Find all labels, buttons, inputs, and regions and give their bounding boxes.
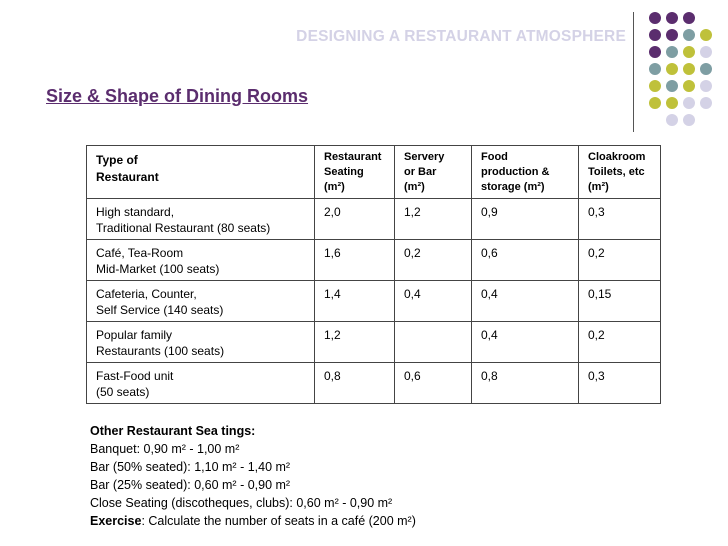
seating-cell: 1,4 (315, 281, 395, 322)
bar-cell: 0,2 (395, 240, 472, 281)
column-header-food (472, 146, 579, 199)
notes-line: Bar (50% seated): 1,10 m² - 1,40 m² (90, 459, 291, 474)
header-line: Cloakroom (588, 151, 646, 163)
header-line: Food (481, 151, 508, 163)
type-line: High standard, (96, 205, 175, 219)
table-row (87, 322, 661, 363)
divider-line (633, 12, 634, 132)
dot (649, 12, 661, 24)
type-line: Cafeteria, Counter, (96, 287, 197, 301)
restaurant-type-cell (87, 281, 315, 322)
table-header-row (87, 146, 661, 199)
type-line: (50 seats) (96, 385, 150, 399)
food-cell: 0,4 (472, 281, 579, 322)
table-row (87, 240, 661, 281)
dot (666, 63, 678, 75)
notes-line: Banquet: 0,90 m² - 1,00 m² (90, 441, 240, 456)
exercise-label: Exercise (90, 513, 142, 528)
slide-title: Size & Shape of Dining Rooms (46, 86, 309, 106)
food-cell: 0,6 (472, 240, 579, 281)
header-title: DESIGNING A RESTAURANT ATMOSPHERE (296, 28, 626, 45)
restaurant-type-cell (87, 240, 315, 281)
column-header-type (87, 146, 315, 199)
header-line: (m²) (324, 181, 345, 193)
cloakroom-cell: 0,3 (579, 363, 661, 404)
dot (700, 46, 712, 58)
type-line: Self Service (140 seats) (96, 303, 224, 317)
exercise-line (90, 513, 416, 531)
table-row (87, 199, 661, 240)
dot (666, 114, 678, 126)
dot (649, 63, 661, 75)
dot (649, 97, 661, 109)
bar-cell: 0,4 (395, 281, 472, 322)
type-line: Popular family (96, 328, 173, 342)
restaurant-type-cell (87, 363, 315, 404)
seating-notes (90, 423, 416, 530)
header-line: storage (m²) (481, 181, 545, 193)
header-line: Toilets, etc (588, 166, 645, 178)
type-line: Restaurants (100 seats) (96, 344, 225, 358)
dot (666, 97, 678, 109)
food-cell: 0,9 (472, 199, 579, 240)
type-line: Fast-Food unit (96, 369, 174, 383)
dot (683, 63, 695, 75)
notes-line: Bar (25% seated): 0,60 m² - 0,90 m² (90, 477, 291, 492)
header-line: or Bar (404, 166, 437, 178)
header-line: production & (481, 166, 550, 178)
column-header-cloakroom (579, 146, 661, 199)
seating-cell: 0,8 (315, 363, 395, 404)
dot (683, 97, 695, 109)
seating-cell: 1,2 (315, 322, 395, 363)
cloakroom-cell: 0,2 (579, 322, 661, 363)
exercise-text: : Calculate the number of seats in a café (200 m²) (141, 513, 416, 528)
dot (649, 80, 661, 92)
column-header-seating (315, 146, 395, 199)
dot (700, 80, 712, 92)
header-line: (m²) (404, 181, 425, 193)
type-line: Traditional Restaurant (80 seats) (96, 221, 271, 235)
header-line: Restaurant (324, 151, 382, 163)
type-line: Mid-Market (100 seats) (96, 262, 220, 276)
table-row (87, 281, 661, 322)
dot (666, 80, 678, 92)
column-header-bar (395, 146, 472, 199)
dot (683, 29, 695, 41)
restaurant-type-cell (87, 322, 315, 363)
dot (700, 63, 712, 75)
bar-cell (395, 322, 472, 363)
dot (683, 80, 695, 92)
dot (683, 12, 695, 24)
seating-cell: 2,0 (315, 199, 395, 240)
cloakroom-cell: 0,2 (579, 240, 661, 281)
type-line: Café, Tea-Room (96, 246, 184, 260)
dining-room-size-table (86, 145, 661, 404)
bar-cell: 1,2 (395, 199, 472, 240)
dot (666, 46, 678, 58)
notes-heading: Other Restaurant Sea tings: (90, 424, 256, 438)
dot (666, 29, 678, 41)
seating-cell: 1,6 (315, 240, 395, 281)
dot (700, 29, 712, 41)
header-line: Seating (324, 166, 364, 178)
dot (649, 46, 661, 58)
notes-line: Close Seating (discotheques, clubs): 0,60 m² - 0,90 m² (90, 495, 393, 510)
food-cell: 0,4 (472, 322, 579, 363)
cloakroom-cell: 0,3 (579, 199, 661, 240)
header-line: Restaurant (96, 170, 159, 184)
header-line: Type of (96, 153, 138, 167)
header-line: Servery (404, 151, 445, 163)
dot (649, 29, 661, 41)
restaurant-type-cell (87, 199, 315, 240)
food-cell: 0,8 (472, 363, 579, 404)
dot (666, 12, 678, 24)
cloakroom-cell: 0,15 (579, 281, 661, 322)
bar-cell: 0,6 (395, 363, 472, 404)
dot (700, 97, 712, 109)
header-line: (m²) (588, 181, 609, 193)
table-row (87, 363, 661, 404)
dot (683, 114, 695, 126)
dot (683, 46, 695, 58)
